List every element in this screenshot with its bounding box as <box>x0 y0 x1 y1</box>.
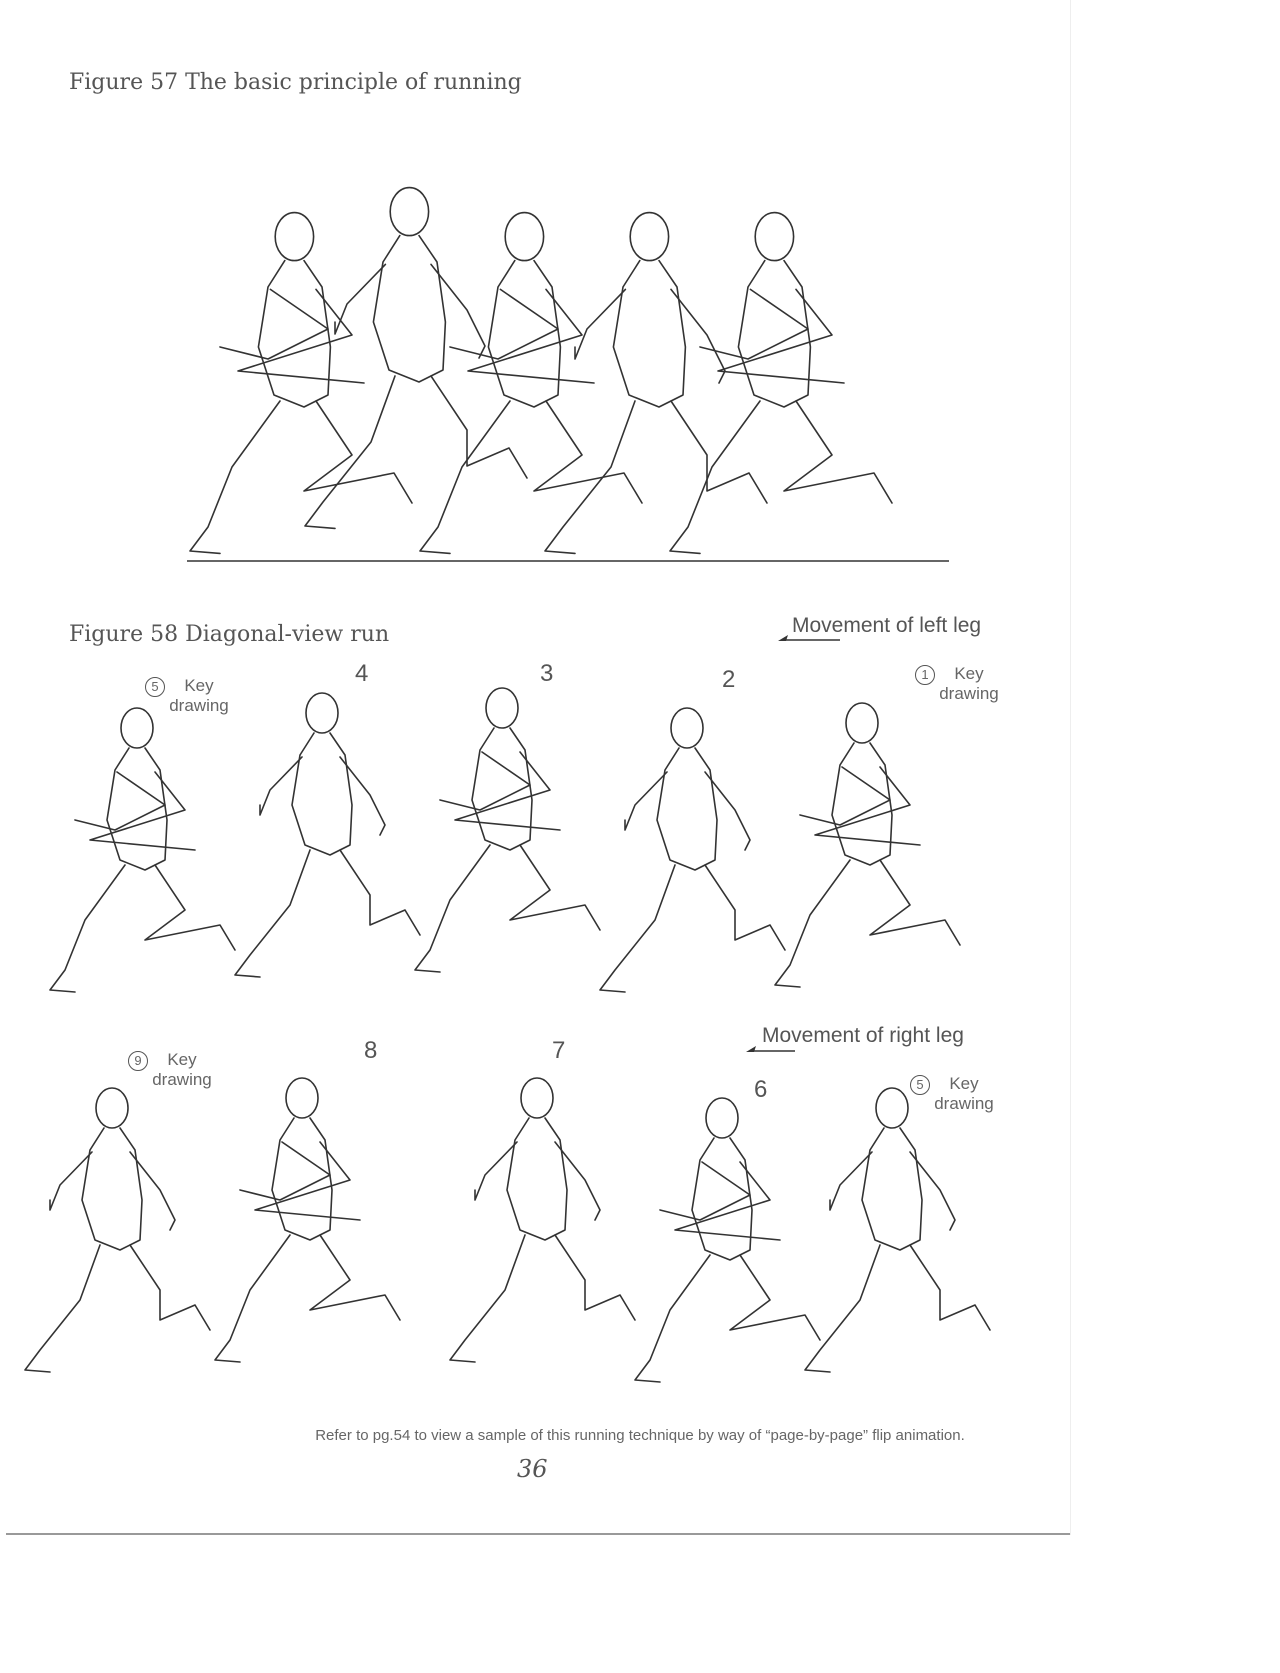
page-edge <box>1070 0 1071 1535</box>
runner-frame-5 <box>805 1088 990 1372</box>
runner-frame-5 <box>50 708 235 992</box>
runner-frame-9 <box>25 1088 210 1372</box>
runner-frame-4 <box>235 693 420 977</box>
page-edge-line <box>6 1533 1070 1535</box>
frame-3-number: 3 <box>540 660 554 687</box>
figure-58-row1-drawing <box>50 688 960 992</box>
footer-note: Refer to pg.54 to view a sample of this running technique by way of “page-by-page” flip animation. <box>315 1427 965 1444</box>
runner-figure-57-4 <box>545 213 767 554</box>
figure-58-row2-drawing <box>25 1078 990 1382</box>
frame-5-key-label-row2: 5 Key drawing <box>910 1074 1020 1114</box>
page-number: 36 <box>517 1455 548 1483</box>
frame-7-number: 7 <box>552 1037 566 1064</box>
frame-4-number: 4 <box>355 660 369 687</box>
frame-1-key-label: 1 Key drawing <box>915 664 1025 704</box>
runner-frame-8 <box>215 1078 400 1362</box>
runner-frame-1 <box>775 703 960 987</box>
frame-6-number: 6 <box>754 1076 768 1103</box>
frame-8-number: 8 <box>364 1037 378 1064</box>
runner-frame-2 <box>600 708 785 992</box>
movement-left-leg-label: Movement of left leg <box>792 614 982 637</box>
runner-figure-57-3 <box>420 213 642 554</box>
runner-frame-7 <box>450 1078 635 1362</box>
runner-frame-6 <box>635 1098 820 1382</box>
frame-5-key-label: 5 Key drawing <box>145 676 255 716</box>
figure-57-drawing <box>190 188 892 554</box>
runner-figure-57-5 <box>670 213 892 554</box>
runner-figure-57-1 <box>190 213 412 554</box>
frame-9-key-label: 9 Key drawing <box>128 1050 238 1090</box>
runner-frame-3 <box>415 688 600 972</box>
frame-2-number: 2 <box>722 666 736 693</box>
figure-58-title: Figure 58 Diagonal-view run <box>69 622 390 647</box>
movement-right-leg-label: Movement of right leg <box>762 1024 964 1047</box>
figure-57-title: Figure 57 The basic principle of running <box>69 70 522 95</box>
